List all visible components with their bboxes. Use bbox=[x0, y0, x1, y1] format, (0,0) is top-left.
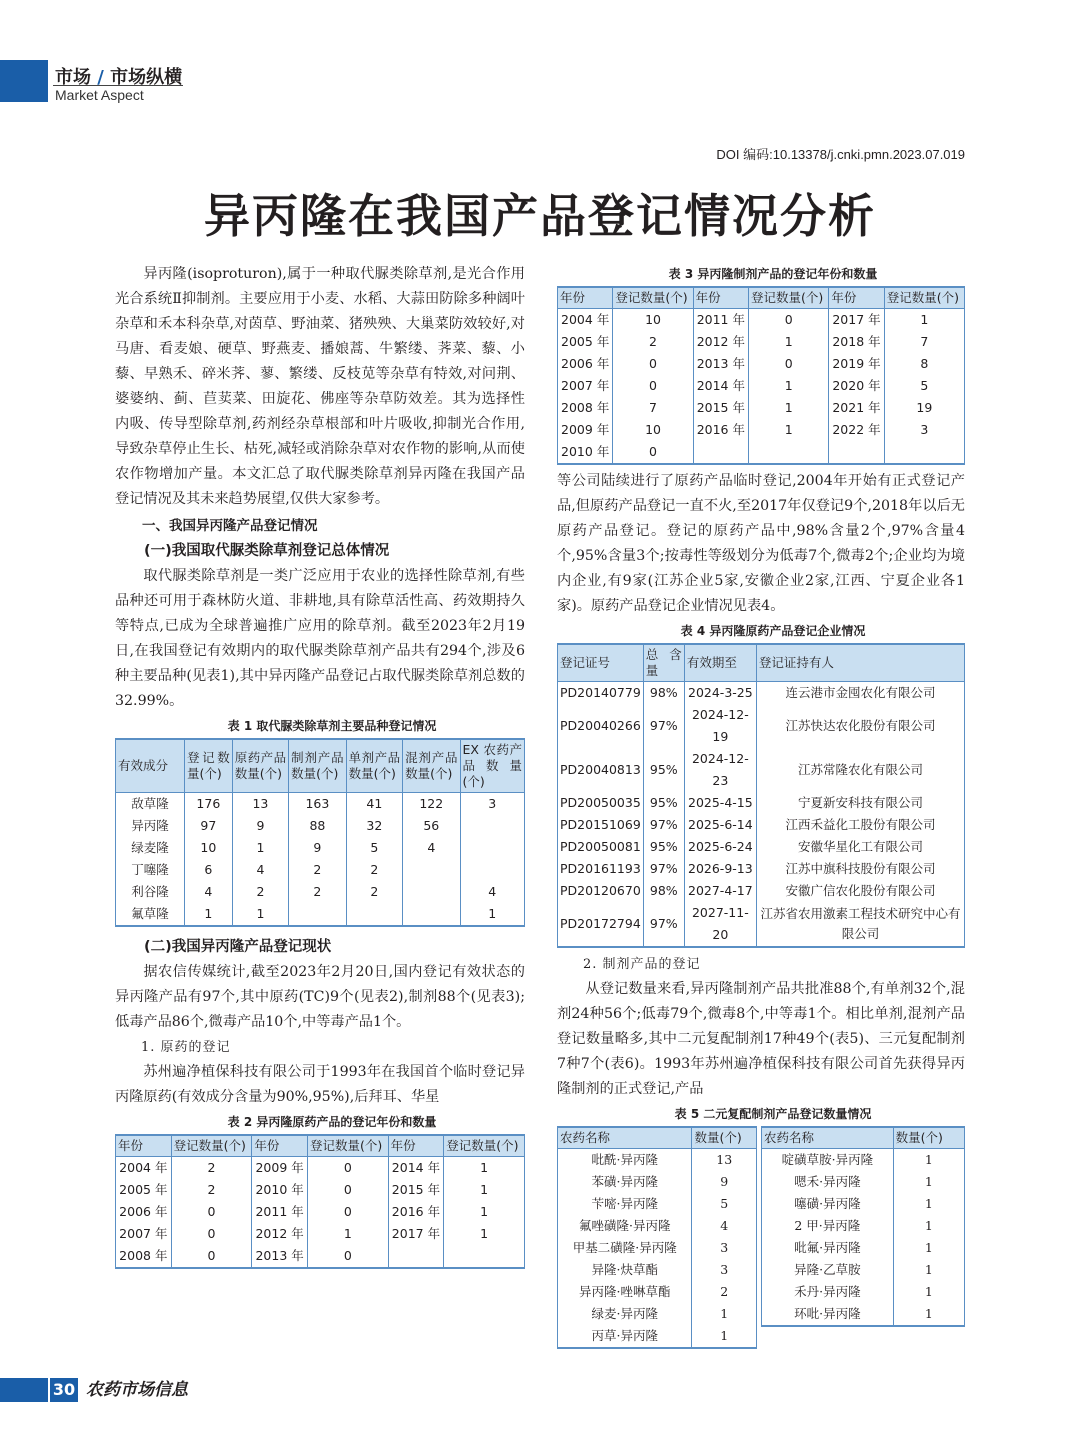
table-cell: 1 bbox=[893, 1149, 964, 1172]
section-label-en: Market Aspect bbox=[55, 87, 144, 103]
t3-header: 登记数量(个) bbox=[613, 287, 693, 309]
paragraph-5: 从登记数量来看,异丙隆制剂产品共批准88个,有单剂32个,混剂24种56个;低毒79个,微毒8个,中等毒1个。相比单剂,混剂产品登记数量略多,其中二元复配制剂17种49个(表5)、三元复配制剂7种7个(表6)。1993年苏州遍净植保科技有限公司首先获得异丙隆制剂的正式登记,产品 bbox=[557, 981, 965, 1097]
table-row bbox=[116, 1157, 525, 1180]
table-1 bbox=[115, 738, 525, 927]
table-cell: 0 bbox=[749, 353, 829, 375]
table-row bbox=[558, 748, 965, 792]
table-cell: 2019 年 bbox=[829, 353, 884, 375]
table-cell bbox=[444, 1245, 525, 1268]
table-cell: 4 bbox=[232, 859, 288, 881]
table-cell: 2020 年 bbox=[829, 375, 884, 397]
table-row bbox=[762, 1193, 965, 1215]
table-cell bbox=[749, 441, 829, 464]
table-cell: 吡酰·异丙隆 bbox=[558, 1149, 692, 1172]
table-row bbox=[558, 1259, 757, 1281]
left-column bbox=[115, 262, 525, 1269]
table-cell: 2008 年 bbox=[116, 1245, 172, 1268]
table-cell: 2008 年 bbox=[558, 397, 613, 419]
table-cell: 1 bbox=[893, 1281, 964, 1303]
table-cell: 88 bbox=[289, 815, 346, 837]
table-cell: 97% bbox=[643, 704, 684, 748]
table-row bbox=[558, 704, 965, 748]
table-row bbox=[762, 1303, 965, 1326]
table-cell: 0 bbox=[307, 1179, 388, 1201]
t3-header: 年份 bbox=[558, 287, 613, 309]
table-cell: 1 bbox=[232, 903, 288, 926]
table-cell: 苄嘧·异丙隆 bbox=[558, 1193, 692, 1215]
table-cell: 95% bbox=[643, 836, 684, 858]
table-cell: PD20050081 bbox=[558, 836, 644, 858]
table-cell: 0 bbox=[171, 1201, 252, 1223]
table-cell: 4 bbox=[692, 1215, 757, 1237]
table-cell: 2014 年 bbox=[693, 375, 748, 397]
table-cell: 0 bbox=[307, 1245, 388, 1268]
table-cell: 2004 年 bbox=[116, 1157, 172, 1180]
table-cell: 41 bbox=[346, 793, 402, 816]
t4-header: 登记证号 bbox=[558, 644, 644, 682]
heading-1: 一、我国异丙隆产品登记情况 bbox=[142, 518, 318, 534]
table-cell: 1 bbox=[185, 903, 233, 926]
t3-header: 年份 bbox=[829, 287, 884, 309]
table-cell bbox=[829, 441, 884, 464]
table-row bbox=[558, 1303, 757, 1325]
table-cell: 2027-4-17 bbox=[684, 880, 756, 902]
table-cell: 97 bbox=[185, 815, 233, 837]
table-cell: 2 bbox=[346, 859, 402, 881]
paragraph-4: 等公司陆续进行了原药产品临时登记,2004年开始有正式登记产品,但原药产品登记一直不火,至2017年仅登记9个,2018年以后无原药产品登记。登记的原药产品中,98%含量2个,97%含量4个,95%含量3个;按毒性等级划分为低毒7个,微毒2个;企业均为境内企业,有9家(江苏企业5家,安徽企业2家,江西、宁夏企业各1家)。原药产品登记企业情况见表4。 bbox=[557, 473, 965, 614]
t4-header: 有效期至 bbox=[684, 644, 756, 682]
table-2 bbox=[115, 1134, 525, 1269]
table-cell: 163 bbox=[289, 793, 346, 816]
table-row bbox=[558, 880, 965, 902]
table-cell: 1 bbox=[460, 903, 524, 926]
table-cell: 异丙隆·唑啉草酯 bbox=[558, 1281, 692, 1303]
table-cell: 2024-12-19 bbox=[684, 704, 756, 748]
paragraph-1: 取代脲类除草剂是一类广泛应用于农业的选择性除草剂,有些品种还可用于森林防火道、非耕地,具有除草活性高、药效期持久等特点,已成为全球普遍推广应用的除草剂。截至2023年2月19日,在我国登记有效期内的取代脲类除草剂产品共有294个,涉及6种主要品种(见表1),其中异丙隆产品登记占取代脲类除草剂总数的32.99%。 bbox=[115, 568, 525, 709]
table-row bbox=[116, 1201, 525, 1223]
table-cell: 2010 年 bbox=[558, 441, 613, 464]
table-cell: 2 bbox=[171, 1179, 252, 1201]
table-cell: 2014 年 bbox=[388, 1157, 444, 1180]
table-cell: 4 bbox=[185, 881, 233, 903]
t1-header: 登记数量(个) bbox=[185, 739, 233, 793]
table-cell bbox=[289, 903, 346, 926]
table-cell: 异丙隆 bbox=[116, 815, 185, 837]
table-row bbox=[558, 792, 965, 814]
table4-caption: 表 4 异丙隆原药产品登记企业情况 bbox=[680, 624, 866, 638]
table-cell: 7 bbox=[613, 397, 693, 419]
table-cell bbox=[460, 837, 524, 859]
table-cell: 2015 年 bbox=[388, 1179, 444, 1201]
article-title: 异丙隆在我国产品登记情况分析 bbox=[204, 189, 876, 243]
table-cell: 吡氟·异丙隆 bbox=[762, 1237, 894, 1259]
t2-header: 登记数量(个) bbox=[171, 1135, 252, 1157]
table-cell: 2007 年 bbox=[558, 375, 613, 397]
table-row bbox=[116, 859, 525, 881]
table-cell: 2025-6-24 bbox=[684, 836, 756, 858]
table2-caption: 表 2 异丙隆原药产品的登记年份和数量 bbox=[227, 1115, 437, 1129]
table-cell bbox=[403, 881, 460, 903]
table-5-right bbox=[761, 1126, 965, 1327]
table-cell: 1 bbox=[692, 1325, 757, 1348]
table-cell: 7 bbox=[884, 331, 964, 353]
table-cell: 5 bbox=[884, 375, 964, 397]
table5-caption: 表 5 二元复配制剂产品登记数量情况 bbox=[674, 1107, 872, 1121]
table-cell: PD20050035 bbox=[558, 792, 644, 814]
table-cell: 宁夏新安科技有限公司 bbox=[756, 792, 964, 814]
table-cell: PD20140779 bbox=[558, 682, 644, 705]
table-cell: 1 bbox=[893, 1303, 964, 1326]
table-cell: 连云港市金囤农化有限公司 bbox=[756, 682, 964, 705]
table-cell: 1 bbox=[749, 397, 829, 419]
table-cell: 9 bbox=[232, 815, 288, 837]
table-cell: 禾丹·异丙隆 bbox=[762, 1281, 894, 1303]
table-cell: PD20151069 bbox=[558, 814, 644, 836]
footer-color-bar bbox=[0, 1378, 48, 1402]
table-cell: 2025-4-15 bbox=[684, 792, 756, 814]
table-cell: 2 bbox=[232, 881, 288, 903]
table-cell: PD20161193 bbox=[558, 858, 644, 880]
table-cell: 异隆·炔草酯 bbox=[558, 1259, 692, 1281]
t2-header: 登记数量(个) bbox=[307, 1135, 388, 1157]
table-cell: 56 bbox=[403, 815, 460, 837]
table-cell: PD20040266 bbox=[558, 704, 644, 748]
paragraph-3: 苏州遍净植保科技有限公司于1993年在我国首个临时登记异丙隆原药(有效成分含量为90%,95%),后拜耳、华星 bbox=[115, 1064, 525, 1105]
table-4 bbox=[557, 643, 965, 948]
t3-header: 登记数量(个) bbox=[749, 287, 829, 309]
table-cell: 2005 年 bbox=[116, 1179, 172, 1201]
t2-header: 年份 bbox=[252, 1135, 308, 1157]
table-cell: 9 bbox=[289, 837, 346, 859]
t4-header: 登记证持有人 bbox=[756, 644, 964, 682]
page-number: 30 bbox=[50, 1378, 78, 1402]
table-cell: 噻磺·异丙隆 bbox=[762, 1193, 894, 1215]
t2-header: 年份 bbox=[388, 1135, 444, 1157]
table-cell: 97% bbox=[643, 858, 684, 880]
subheading-formulation: 2. 制剂产品的登记 bbox=[583, 957, 701, 972]
table-cell: 异隆·乙草胺 bbox=[762, 1259, 894, 1281]
table3-caption: 表 3 异丙隆制剂产品的登记年份和数量 bbox=[668, 267, 878, 281]
table-cell bbox=[388, 1245, 444, 1268]
table-cell: 2026-9-13 bbox=[684, 858, 756, 880]
table-cell: PD20120670 bbox=[558, 880, 644, 902]
table-cell: PD20172794 bbox=[558, 902, 644, 947]
table1-caption: 表 1 取代脲类除草剂主要品种登记情况 bbox=[227, 719, 437, 733]
table-cell: 5 bbox=[346, 837, 402, 859]
t1-header: 有效成分 bbox=[116, 739, 185, 793]
table-cell: 江西禾益化工股份有限公司 bbox=[756, 814, 964, 836]
table-cell: 2012 年 bbox=[252, 1223, 308, 1245]
table-row bbox=[762, 1259, 965, 1281]
table-5-left bbox=[557, 1126, 757, 1349]
table-row bbox=[558, 1149, 757, 1172]
table-cell: 98% bbox=[643, 880, 684, 902]
table-row bbox=[558, 682, 965, 705]
table-row bbox=[558, 419, 965, 441]
table-row bbox=[762, 1281, 965, 1303]
table-row bbox=[558, 353, 965, 375]
table-cell: 2017 年 bbox=[388, 1223, 444, 1245]
table-cell: 绿麦·异丙隆 bbox=[558, 1303, 692, 1325]
table-cell: 95% bbox=[643, 748, 684, 792]
table-cell: 2 bbox=[692, 1281, 757, 1303]
paragraph-2: 据农信传媒统计,截至2023年2月20日,国内登记有效状态的异丙隆产品有97个,其中原药(TC)9个(见表2),制剂88个(见表3);低毒产品86个,微毒产品10个,中等毒产品1个。 bbox=[115, 964, 525, 1030]
table-cell: 1 bbox=[893, 1215, 964, 1237]
subheading-raw-material: 1. 原药的登记 bbox=[141, 1040, 231, 1055]
t1-header: 混剂产品数量(个) bbox=[403, 739, 460, 793]
table-cell: 1 bbox=[893, 1193, 964, 1215]
doi-code: DOI 编码:10.13378/j.cnki.pmn.2023.07.019 bbox=[716, 147, 965, 162]
table-cell: 氟唑磺隆·异丙隆 bbox=[558, 1215, 692, 1237]
t3-header: 登记数量(个) bbox=[884, 287, 964, 309]
table-row bbox=[558, 441, 965, 464]
table-cell: 江苏省农用激素工程技术研究中心有限公司 bbox=[756, 902, 964, 947]
table-cell: 2027-11-20 bbox=[684, 902, 756, 947]
table-cell: 1 bbox=[749, 331, 829, 353]
table-cell: 2021 年 bbox=[829, 397, 884, 419]
table-cell: 2013 年 bbox=[693, 353, 748, 375]
table-cell: 32 bbox=[346, 815, 402, 837]
table-3 bbox=[557, 286, 965, 465]
t2-header: 登记数量(个) bbox=[444, 1135, 525, 1157]
table-cell: 13 bbox=[232, 793, 288, 816]
table-cell: 0 bbox=[613, 353, 693, 375]
table-cell: 3 bbox=[460, 793, 524, 816]
table-cell bbox=[884, 441, 964, 464]
table-cell: 2016 年 bbox=[388, 1201, 444, 1223]
table-cell: 2006 年 bbox=[558, 353, 613, 375]
table-cell: 2 bbox=[613, 331, 693, 353]
table-cell: 0 bbox=[307, 1201, 388, 1223]
t5-header: 数量(个) bbox=[692, 1127, 757, 1149]
table-row bbox=[558, 814, 965, 836]
table-cell: 19 bbox=[884, 397, 964, 419]
table-cell: 1 bbox=[444, 1223, 525, 1245]
table-row bbox=[558, 836, 965, 858]
table-cell: 3 bbox=[692, 1259, 757, 1281]
table-cell: 2007 年 bbox=[116, 1223, 172, 1245]
table-cell: 安徽华星化工有限公司 bbox=[756, 836, 964, 858]
table-row bbox=[558, 1237, 757, 1259]
table-row bbox=[558, 858, 965, 880]
t3-header: 年份 bbox=[693, 287, 748, 309]
table-cell: 环吡·异丙隆 bbox=[762, 1303, 894, 1326]
table-cell: 1 bbox=[749, 375, 829, 397]
t5-header: 数量(个) bbox=[893, 1127, 964, 1149]
t1-header: 单剂产品数量(个) bbox=[346, 739, 402, 793]
table-row bbox=[558, 1171, 757, 1193]
section-label: 市场 / 市场纵横 bbox=[55, 67, 183, 88]
header-divider bbox=[53, 85, 183, 86]
table-row bbox=[558, 397, 965, 419]
table-row bbox=[558, 1215, 757, 1237]
table-cell bbox=[693, 441, 748, 464]
table-cell: 4 bbox=[460, 881, 524, 903]
table-cell: 2018 年 bbox=[829, 331, 884, 353]
table-cell: 0 bbox=[749, 309, 829, 332]
table-cell: 3 bbox=[884, 419, 964, 441]
table-cell: 2022 年 bbox=[829, 419, 884, 441]
right-column bbox=[557, 262, 965, 1349]
table-cell: 97% bbox=[643, 814, 684, 836]
table-cell: 2012 年 bbox=[693, 331, 748, 353]
table-cell: 1 bbox=[893, 1171, 964, 1193]
table-cell: 1 bbox=[884, 309, 964, 332]
table-cell: 10 bbox=[613, 309, 693, 332]
intro-paragraph: 异丙隆(isoproturon),属于一种取代脲类除草剂,是光合作用光合系统Ⅱ抑制剂。主要应用于小麦、水稻、大蒜田防除多种阔叶杂草和禾本科杂草,对茵草、野油菜、猪殃殃、大巢菜防效较好,对马唐、看麦娘、硬草、野燕麦、播娘蒿、牛繁缕、荠菜、藜、小藜、早熟禾、碎米荠、蓼、繁缕、反枝苋等杂草有特效,对问荆、婆婆纳、蓟、苣荬菜、田旋花、佛座等杂草防效差。其为选择性内吸、传导型除草剂,药剂经杂草根部和叶片吸收,抑制光合作用,导致杂草停止生长、枯死,减轻或消除杂草对农作物的影响,从而使农作物增加产量。本文汇总了取代脲类除草剂异丙隆在我国产品登记情况及其未来趋势展望,仅供大家参考。 bbox=[115, 266, 525, 507]
table-row bbox=[116, 815, 525, 837]
t4-header: 总含量 bbox=[643, 644, 684, 682]
table-cell: 2010 年 bbox=[252, 1179, 308, 1201]
table-cell: 2 bbox=[289, 859, 346, 881]
table-cell: 1 bbox=[692, 1303, 757, 1325]
table-cell: 5 bbox=[692, 1193, 757, 1215]
table-cell: 13 bbox=[692, 1149, 757, 1172]
table-cell: 10 bbox=[613, 419, 693, 441]
table-cell: 1 bbox=[893, 1237, 964, 1259]
heading-1-2: (二)我国异丙隆产品登记现状 bbox=[144, 939, 332, 955]
table-cell: 3 bbox=[692, 1237, 757, 1259]
table-5 bbox=[557, 1126, 965, 1349]
table-cell: 1 bbox=[444, 1157, 525, 1180]
table-cell bbox=[346, 903, 402, 926]
heading-1-1: (一)我国取代脲类除草剂登记总体情况 bbox=[144, 543, 390, 559]
table-cell: 氟草隆 bbox=[116, 903, 185, 926]
table-cell: 2015 年 bbox=[693, 397, 748, 419]
table-cell: 1 bbox=[232, 837, 288, 859]
t1-header: 制剂产品数量(个) bbox=[289, 739, 346, 793]
table-cell: 0 bbox=[613, 375, 693, 397]
table-row bbox=[558, 309, 965, 332]
table-cell bbox=[460, 815, 524, 837]
table-cell: 丙草·异丙隆 bbox=[558, 1325, 692, 1348]
table-row bbox=[558, 1193, 757, 1215]
table-cell: 2017 年 bbox=[829, 309, 884, 332]
table-cell: 甲基二磺隆·异丙隆 bbox=[558, 1237, 692, 1259]
table-row bbox=[116, 837, 525, 859]
table-cell: 2016 年 bbox=[693, 419, 748, 441]
table-cell: 97% bbox=[643, 902, 684, 947]
magazine-name: 农药市场信息 bbox=[86, 1380, 188, 1400]
table-cell bbox=[403, 859, 460, 881]
table-cell: 2024-12-23 bbox=[684, 748, 756, 792]
table-cell: 0 bbox=[171, 1245, 252, 1268]
table-row bbox=[116, 793, 525, 816]
table-cell: 丁噻隆 bbox=[116, 859, 185, 881]
t1-header: EX 农药产品数量(个) bbox=[460, 739, 524, 793]
table-row bbox=[558, 1325, 757, 1348]
table-cell: 江苏快达农化股份有限公司 bbox=[756, 704, 964, 748]
table-row bbox=[116, 1179, 525, 1201]
table-cell bbox=[403, 903, 460, 926]
table-cell: 0 bbox=[307, 1157, 388, 1180]
header-color-bar bbox=[0, 60, 48, 102]
t1-header: 原药产品数量(个) bbox=[232, 739, 288, 793]
table-cell: 10 bbox=[185, 837, 233, 859]
t5-header: 农药名称 bbox=[762, 1127, 894, 1149]
table-cell: 利谷隆 bbox=[116, 881, 185, 903]
table-cell: 2006 年 bbox=[116, 1201, 172, 1223]
t5-header: 农药名称 bbox=[558, 1127, 692, 1149]
table-cell: 4 bbox=[403, 837, 460, 859]
table-cell: 啶磺草胺·异丙隆 bbox=[762, 1149, 894, 1172]
table-cell: 1 bbox=[444, 1201, 525, 1223]
table-cell: 2009 年 bbox=[252, 1157, 308, 1180]
table-cell: PD20040813 bbox=[558, 748, 644, 792]
table-cell: 2 bbox=[346, 881, 402, 903]
t2-header: 年份 bbox=[116, 1135, 172, 1157]
table-cell: 江苏中旗科技股份有限公司 bbox=[756, 858, 964, 880]
table-cell: 嗯禾·异丙隆 bbox=[762, 1171, 894, 1193]
table-cell: 安徽广信农化股份有限公司 bbox=[756, 880, 964, 902]
table-row bbox=[558, 375, 965, 397]
table-cell: 1 bbox=[893, 1259, 964, 1281]
table-cell: 8 bbox=[884, 353, 964, 375]
table-cell: 2005 年 bbox=[558, 331, 613, 353]
table-cell: 江苏常隆农化有限公司 bbox=[756, 748, 964, 792]
table-cell: 176 bbox=[185, 793, 233, 816]
table-cell: 2004 年 bbox=[558, 309, 613, 332]
table-row bbox=[558, 331, 965, 353]
table-cell: 2009 年 bbox=[558, 419, 613, 441]
table-cell: 1 bbox=[307, 1223, 388, 1245]
table-row bbox=[762, 1171, 965, 1193]
table-row bbox=[116, 1223, 525, 1245]
table-row bbox=[762, 1215, 965, 1237]
table-cell: 95% bbox=[643, 792, 684, 814]
table-row bbox=[558, 902, 965, 947]
table-row bbox=[116, 881, 525, 903]
table-cell: 2025-6-14 bbox=[684, 814, 756, 836]
table-row bbox=[762, 1237, 965, 1259]
table-cell: 0 bbox=[613, 441, 693, 464]
table-row bbox=[762, 1149, 965, 1172]
table-cell: 2013 年 bbox=[252, 1245, 308, 1268]
table-cell: 6 bbox=[185, 859, 233, 881]
table-cell: 1 bbox=[444, 1179, 525, 1201]
table-row bbox=[116, 903, 525, 926]
table-row bbox=[116, 1245, 525, 1268]
table-cell: 2011 年 bbox=[693, 309, 748, 332]
table-cell: 绿麦隆 bbox=[116, 837, 185, 859]
table-cell: 122 bbox=[403, 793, 460, 816]
table-row bbox=[558, 1281, 757, 1303]
table-cell: 98% bbox=[643, 682, 684, 705]
table-cell: 2 甲·异丙隆 bbox=[762, 1215, 894, 1237]
table-cell: 0 bbox=[171, 1223, 252, 1245]
table-cell: 敌草隆 bbox=[116, 793, 185, 816]
table-cell: 2 bbox=[171, 1157, 252, 1180]
table-cell: 2011 年 bbox=[252, 1201, 308, 1223]
table-cell bbox=[460, 859, 524, 881]
table-cell: 2 bbox=[289, 881, 346, 903]
table-cell: 9 bbox=[692, 1171, 757, 1193]
table-cell: 1 bbox=[749, 419, 829, 441]
table-cell: 苯磺·异丙隆 bbox=[558, 1171, 692, 1193]
table-cell: 2024-3-25 bbox=[684, 682, 756, 705]
